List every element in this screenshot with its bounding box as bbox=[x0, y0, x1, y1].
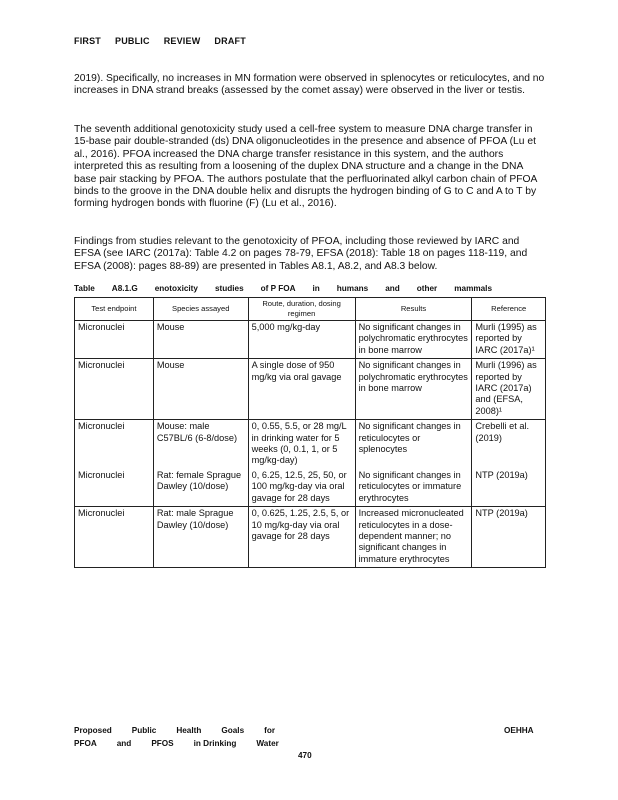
cell-results: No significant changes in polychromatic erythrocytes in bone marrow bbox=[355, 359, 472, 420]
cell-species: Mouse bbox=[153, 359, 248, 420]
footer-word: for bbox=[264, 726, 276, 735]
cell-endpoint: Micronuclei bbox=[75, 321, 154, 359]
table-caption bbox=[74, 284, 509, 293]
header-species: Species assayed bbox=[153, 298, 248, 321]
footer-word: Health bbox=[176, 726, 202, 735]
cell-reference: Crebelli et al. (2019) bbox=[472, 420, 546, 469]
cell-route: 0, 0.625, 1.25, 2.5, 5, or 10 mg/kg-day via oral gavage for 28 days bbox=[248, 507, 355, 568]
cell-route: 5,000 mg/kg-day bbox=[248, 321, 355, 359]
footer-word: in Drinking bbox=[193, 739, 237, 748]
header-word: FIRST bbox=[74, 35, 101, 47]
header-results: Results bbox=[355, 298, 472, 321]
table-row bbox=[75, 469, 546, 507]
cell-species: Rat: female Sprague Dawley (10/dose) bbox=[153, 469, 248, 507]
footer-word: PFOA bbox=[74, 739, 97, 748]
caption-word: of P FOA bbox=[260, 284, 296, 293]
cell-route: 0, 6.25, 12.5, 25, 50, or 100 mg/kg-day via oral gavage for 28 days bbox=[248, 469, 355, 507]
table-row bbox=[75, 420, 546, 469]
caption-word: mammals bbox=[454, 284, 493, 293]
cell-reference: Murli (1996) as reported by IARC (2017a) and (EFSA, 2008)¹ bbox=[472, 359, 546, 420]
cell-endpoint: Micronuclei bbox=[75, 507, 154, 568]
caption-word: A8.1.G bbox=[111, 284, 138, 293]
footer-org: OEHHA bbox=[504, 726, 534, 735]
cell-species: Rat: male Sprague Dawley (10/dose) bbox=[153, 507, 248, 568]
cell-endpoint: Micronuclei bbox=[75, 469, 154, 507]
caption-word: studies bbox=[214, 284, 244, 293]
footer-word: PFOS bbox=[151, 739, 174, 748]
draft-header bbox=[74, 36, 260, 47]
caption-word: other bbox=[416, 284, 438, 293]
cell-results: No significant changes in polychromatic erythrocytes in bone marrow bbox=[355, 321, 472, 359]
cell-results: No significant changes in reticulocytes or splenocytes bbox=[355, 420, 472, 469]
table-row bbox=[75, 321, 546, 359]
paragraph-2: The seventh additional genotoxicity study used a cell-free system to measure DNA charge transfer in 15-base pair double-stranded (ds) DNA oligonucleotides in the presence and absence of PFOA (Lu et al., 2016). PFOA increased the DNA charge transfer resistance in this system, and the authors interpreted this as resulting from a loosening of the duplex DNA structure and a change in the DNA base pair stacking by PFOA. The authors postulate that the perfluorinated alkyl carbon chain of PFOA binds to the groove in the DNA double helix and disrupts the hydrogen binding of G to C and A to T by forming hydrogen bonds with fluorine (F) (Lu et al., 2016). bbox=[74, 124, 537, 210]
caption-word: Table bbox=[74, 284, 95, 293]
header-word: REVIEW bbox=[163, 35, 201, 47]
paragraph-1: 2019). Specifically, no increases in MN formation were observed in splenocytes or reticulocytes, and no increases in DNA strand breaks (assessed by the comet assay) were observed in the liver or testis. bbox=[74, 73, 545, 97]
cell-reference: Murli (1995) as reported by IARC (2017a)¹ bbox=[472, 321, 546, 359]
paragraph-3: Findings from studies relevant to the genotoxicity of PFOA, including those reviewed by IARC and EFSA (see IARC (2017a): Table 4.2 on pages 78-79, EFSA (2018): Table 18 on pages 118-119, and EFSA (2008): pages 88-89) are presented in Tables A8.1, A8.2, and A8.3 below. bbox=[74, 236, 528, 272]
cell-route: A single dose of 950 mg/kg via oral gavage bbox=[248, 359, 355, 420]
cell-species: Mouse: male C57BL/6 (6-8/dose) bbox=[153, 420, 248, 469]
header-word: PUBLIC bbox=[115, 35, 150, 47]
cell-results: Increased micronucleated reticulocytes in a dose-dependent manner; no significant changes in immature erythrocytes bbox=[355, 507, 472, 568]
header-test-endpoint: Test endpoint bbox=[75, 298, 154, 321]
cell-endpoint: Micronuclei bbox=[75, 359, 154, 420]
cell-results: No significant changes in reticulocytes or immature erythrocytes bbox=[355, 469, 472, 507]
cell-reference: NTP (2019a) bbox=[472, 507, 546, 568]
table-header-row bbox=[75, 298, 546, 321]
cell-endpoint: Micronuclei bbox=[75, 420, 154, 469]
footer-line-1 bbox=[74, 726, 295, 735]
caption-word: enotoxicity bbox=[154, 284, 198, 293]
footer-word: Public bbox=[131, 726, 157, 735]
caption-word: in bbox=[312, 284, 320, 293]
header-route: Route, duration, dosing regimen bbox=[248, 298, 355, 321]
header-reference: Reference bbox=[472, 298, 546, 321]
footer-word: and bbox=[116, 739, 132, 748]
cell-species: Mouse bbox=[153, 321, 248, 359]
table-row bbox=[75, 507, 546, 568]
footer-line-2 bbox=[74, 739, 299, 748]
cell-reference: NTP (2019a) bbox=[472, 469, 546, 507]
footer-word: Water bbox=[256, 739, 279, 748]
page-number: 470 bbox=[298, 751, 312, 760]
cell-route: 0, 0.55, 5.5, or 28 mg/L in drinking water for 5 weeks (0, 0.1, 1, or 5 mg/kg-day) bbox=[248, 420, 355, 469]
caption-word: and bbox=[385, 284, 400, 293]
header-word: DRAFT bbox=[214, 35, 246, 47]
caption-word: humans bbox=[336, 284, 369, 293]
table-row bbox=[75, 359, 546, 420]
genotoxicity-table bbox=[74, 297, 546, 568]
footer-word: Goals bbox=[221, 726, 245, 735]
footer-word: Proposed bbox=[74, 726, 112, 735]
